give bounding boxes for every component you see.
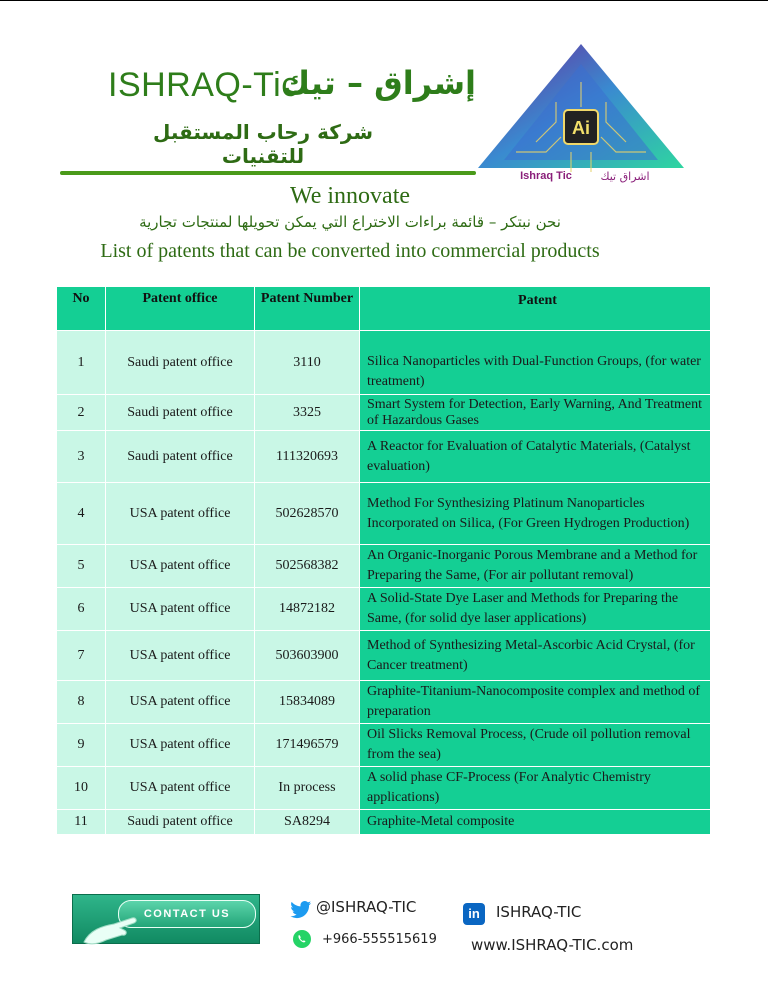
- cell-patent: A solid phase CF-Process (For Analytic Chemistry applications): [360, 767, 711, 810]
- cell-patent: A Solid-State Dye Laser and Methods for Preparing the Same, (for solid dye laser applications): [360, 588, 711, 631]
- cell-patent: Silica Nanoparticles with Dual-Function Groups, (for water treatment): [360, 331, 711, 395]
- header-no: No: [57, 287, 106, 331]
- cell-no: 7: [57, 631, 106, 681]
- linkedin-icon: in: [463, 903, 485, 925]
- cell-number: 502568382: [255, 545, 360, 588]
- cell-no: 10: [57, 767, 106, 810]
- cell-patent: A Reactor for Evaluation of Catalytic Materials, (Catalyst evaluation): [360, 431, 711, 483]
- cell-no: 8: [57, 681, 106, 724]
- table-row: [57, 483, 711, 545]
- cell-no: 4: [57, 483, 106, 545]
- cell-number: 171496579: [255, 724, 360, 767]
- table-row: [57, 588, 711, 631]
- whatsapp-number[interactable]: +966-555515619: [322, 932, 437, 947]
- cell-no: 3: [57, 431, 106, 483]
- cell-office: Saudi patent office: [106, 331, 255, 395]
- logo-caption-ar: اشراق تيك: [600, 170, 650, 183]
- cell-patent: Graphite-Metal composite: [360, 810, 711, 835]
- cell-number: 14872182: [255, 588, 360, 631]
- brand-name-ar: إشراق – تيك: [280, 64, 476, 102]
- website-link[interactable]: www.ISHRAQ-TIC.com: [471, 936, 634, 954]
- logo-caption-en: Ishraq Tic: [520, 170, 572, 182]
- header-divider: [60, 171, 476, 175]
- cell-patent: An Organic-Inorganic Porous Membrane and a Method for Preparing the Same, (For air pollutant removal): [360, 545, 711, 588]
- pointing-hand-icon: [80, 912, 140, 946]
- logo-ai-text: Ai: [572, 118, 590, 138]
- cell-number: 3110: [255, 331, 360, 395]
- twitter-icon: [290, 900, 312, 920]
- cell-patent: Method For Synthesizing Platinum Nanoparticles Incorporated on Silica, (For Green Hydrogen Production): [360, 483, 711, 545]
- top-border: [0, 0, 768, 1]
- table-row: [57, 767, 711, 810]
- table-header-row: [57, 287, 711, 331]
- tagline: We innovate: [289, 183, 411, 209]
- table-row: [57, 545, 711, 588]
- table-row: [57, 724, 711, 767]
- cell-office: Saudi patent office: [106, 431, 255, 483]
- cell-number: SA8294: [255, 810, 360, 835]
- cell-number: 3325: [255, 395, 360, 431]
- cell-patent: Method of Synthesizing Metal-Ascorbic Acid Crystal, (for Cancer treatment): [360, 631, 711, 681]
- table-row: [57, 431, 711, 483]
- cell-office: USA patent office: [106, 588, 255, 631]
- cell-no: 6: [57, 588, 106, 631]
- cell-office: USA patent office: [106, 545, 255, 588]
- patents-table: [56, 286, 711, 835]
- whatsapp-icon: [292, 929, 312, 949]
- table-row: [57, 631, 711, 681]
- cell-no: 2: [57, 395, 106, 431]
- cell-patent: Graphite-Titanium-Nanocomposite complex and method of preparation: [360, 681, 711, 724]
- subtitle-en: List of patents that can be converted into commercial products: [100, 240, 600, 262]
- subtitle-ar: نحن نبتكر – قائمة براءات الاختراع التي يمكن تحويلها لمنتجات تجارية: [139, 213, 561, 231]
- cell-office: USA patent office: [106, 631, 255, 681]
- twitter-handle[interactable]: @ISHRAQ-TIC: [316, 898, 417, 916]
- table-row: [57, 810, 711, 835]
- brand-title: [108, 66, 478, 108]
- cell-office: USA patent office: [106, 681, 255, 724]
- table-row: [57, 331, 711, 395]
- cell-no: 5: [57, 545, 106, 588]
- cell-no: 9: [57, 724, 106, 767]
- header-patent: Patent: [360, 287, 711, 331]
- cell-number: In process: [255, 767, 360, 810]
- cell-number: 503603900: [255, 631, 360, 681]
- cell-number: 15834089: [255, 681, 360, 724]
- cell-office: USA patent office: [106, 724, 255, 767]
- cell-office: Saudi patent office: [106, 810, 255, 835]
- cell-number: 111320693: [255, 431, 360, 483]
- cell-office: Saudi patent office: [106, 395, 255, 431]
- brand-name-en: ISHRAQ-Tic: [108, 66, 299, 104]
- cell-office: USA patent office: [106, 483, 255, 545]
- cell-no: 11: [57, 810, 106, 835]
- company-name-ar: شركة رحاب المستقبل للتقنيات: [152, 120, 374, 168]
- cell-no: 1: [57, 331, 106, 395]
- table-row: [57, 681, 711, 724]
- header-office: Patent office: [106, 287, 255, 331]
- contact-us-label[interactable]: CONTACT US: [118, 900, 256, 928]
- cell-patent: Smart System for Detection, Early Warning, And Treatment of Hazardous Gases: [360, 395, 711, 431]
- cell-patent: Oil Slicks Removal Process, (Crude oil pollution removal from the sea): [360, 724, 711, 767]
- header-number: Patent Number: [255, 287, 360, 331]
- cell-office: USA patent office: [106, 767, 255, 810]
- table-row: [57, 395, 711, 431]
- cell-number: 502628570: [255, 483, 360, 545]
- linkedin-handle[interactable]: ISHRAQ-TIC: [496, 903, 582, 921]
